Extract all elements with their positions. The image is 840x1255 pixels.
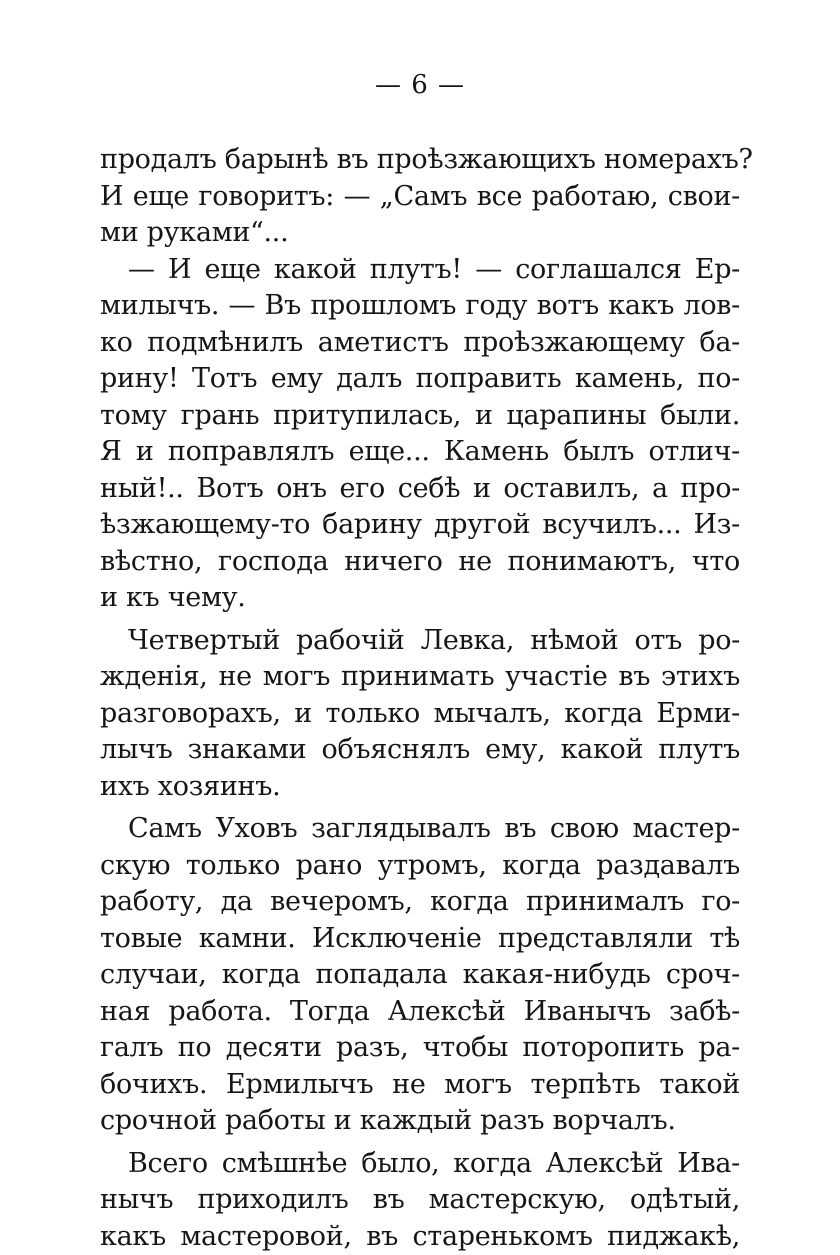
text-line: срочной работы и каждый разъ ворчалъ. [100,1103,740,1140]
text-line: галъ по десяти разъ, чтобы поторопить ра- [100,1030,740,1067]
text-line: и къ чему. [100,580,740,617]
text-line: жденія, не могъ принимать участіе въ этихъ [100,659,740,696]
text-line: работу, да вечеромъ, когда принималъ го- [100,884,740,921]
text-line: вѣстно, господа ничего не понимаютъ, что [100,544,740,581]
text-line: ко подмѣнилъ аметистъ проѣзжающему ба- [100,325,740,362]
text-line: тому грань притупилась, и царапины были. [100,398,740,435]
text-line: скую только рано утромъ, когда раздавалъ [100,848,740,885]
text-line: Я и поправлялъ еще... Камень былъ отлич- [100,434,740,471]
text-line: ный!.. Вотъ онъ его себѣ и оставилъ, а про- [100,471,740,508]
text-line: товые камни. Исключеніе представляли тѣ [100,921,740,958]
paragraph-5 [100,1146,740,1255]
text-line: Всего смѣшнѣе было, когда Алексѣй Ива- [100,1146,740,1183]
text-line: лычъ знаками объяснялъ ему, какой плутъ [100,732,740,769]
text-line: ми руками“... [100,215,740,252]
text-line: Самъ Уховъ заглядывалъ въ свою мастер- [100,811,740,848]
page-number: — 6 — [0,70,840,100]
text-line: милычъ. — Въ прошломъ году вотъ какъ лов- [100,288,740,325]
text-line: ная работа. Тогда Алексѣй Иванычъ забѣ- [100,994,740,1031]
paragraph-3 [100,623,740,806]
text-line: И еще говоритъ: — „Самъ все работаю, свои- [100,179,740,216]
text-line: рину! Тотъ ему далъ поправить камень, по- [100,361,740,398]
paragraph-4 [100,811,740,1140]
paragraph-2 [100,252,740,617]
text-line: ихъ хозяинъ. [100,769,740,806]
paragraph-1 [100,142,740,252]
text-line: какъ мастеровой, въ старенькомъ пиджакѣ, [100,1219,740,1255]
text-line: — И еще какой плутъ! — соглашался Ер- [100,252,740,289]
text-line: случаи, когда попадала какая-нибудь сроч- [100,957,740,994]
text-line: нычъ приходилъ въ мастерскую, одѣтый, [100,1182,740,1219]
body-text [100,142,740,1255]
text-line: Четвертый рабочій Левка, нѣмой отъ ро- [100,623,740,660]
text-line: продалъ барынѣ въ проѣзжающихъ номерахъ? [100,142,740,179]
text-line: разговорахъ, и только мычалъ, когда Ерми- [100,696,740,733]
text-line: бочихъ. Ермилычъ не могъ терпѣть такой [100,1067,740,1104]
text-line: ѣзжающему-то барину другой всучилъ... Из- [100,507,740,544]
